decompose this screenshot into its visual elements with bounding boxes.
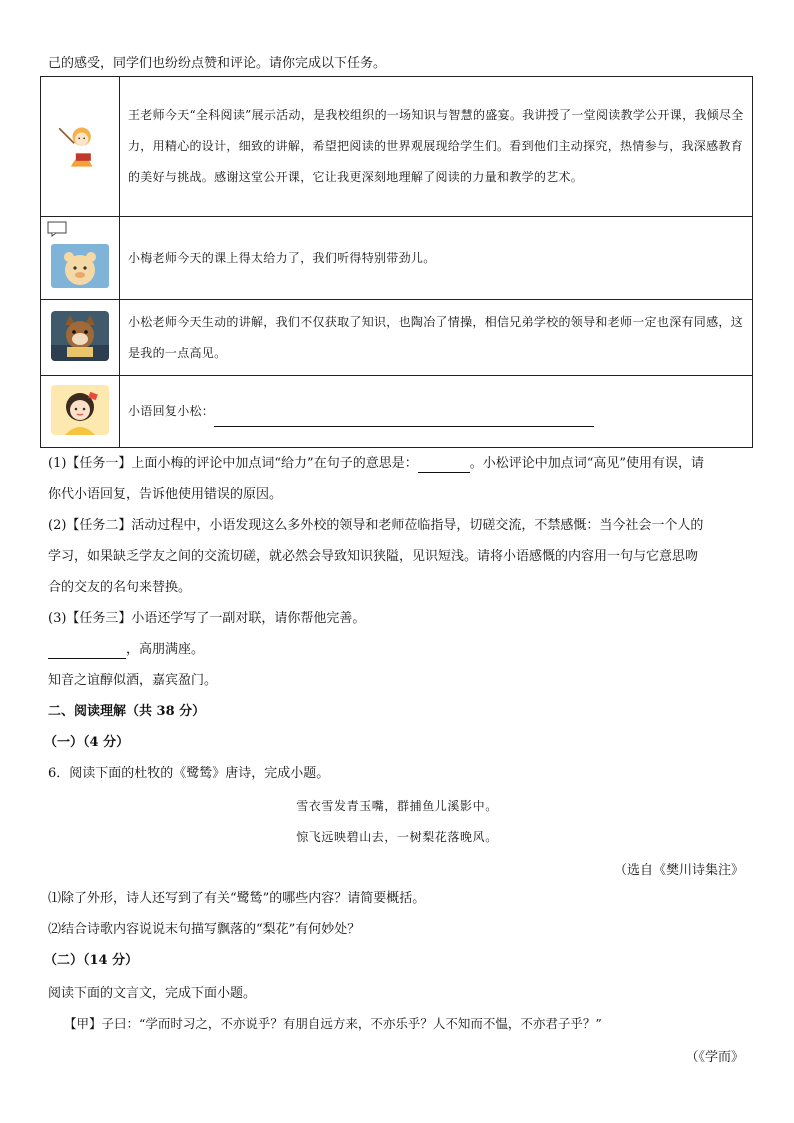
poem-source: （选自《樊川诗集注》 [613,863,744,878]
part1-heading: （一）（4 分） [44,735,130,750]
bear-avatar [51,241,109,291]
question6-1: ⑴除了外形，诗人还写到了有关“鹭鸶”的哪些内容？请简要概括。 [48,891,426,906]
girl-avatar [51,385,109,435]
question6-2: ⑵结合诗歌内容说说末句描写飘落的“梨花”有何妙处？ [48,922,361,937]
section2-heading: 二、阅读理解（共 38 分） [48,704,206,719]
avatar-cell [41,217,120,300]
comment-row-teacher [41,77,753,217]
comment-row-xiaomei [41,217,753,300]
question6: 6．阅读下面的杜牧的《鹭鸶》唐诗，完成小题。 [48,766,330,781]
reply-blank[interactable] [214,412,594,427]
read-instruction: 阅读下面的文言文，完成下面小题。 [48,986,257,1001]
task2-line3: 合的交友的名句来替换。 [48,580,192,595]
teacher-avatar [51,120,109,170]
cat-avatar [51,311,109,361]
couplet-text1: ，高朋满座。 [126,642,205,657]
task2-line2: 学习，如果缺乏学友之间的交流切磋，就必然会导致知识狭隘，见识短浅。请将小语感慨的内容用一句与它意思吻 [48,549,699,564]
comment-table [40,76,753,448]
comment-text-xiaosong: 小松老师今天生动的讲解，我们不仅获取了知识，也陶冶了情操，相信兄弟学校的领导和老师一定也深有同感，这是我的一点高见。 [120,300,753,376]
couplet-blank[interactable] [48,644,126,659]
task1-line1 [48,455,750,473]
task1-line2: 你代小语回复，告诉他使用错误的原因。 [48,487,283,502]
avatar-cell [41,77,120,217]
task1-text-a: (1)【任务一】上面小梅的评论中加点词“给力”在句子的意思是： [48,456,418,471]
reply-cell [120,376,753,448]
comment-row-xiaosong [41,300,753,376]
comment-row-xiaoyu [41,376,753,448]
part2-heading: （二）（14 分） [44,953,139,968]
avatar-cell [41,300,120,376]
passage-jia: 【甲】子曰：“学而时习之，不亦说乎？有朋自远方来，不亦乐乎？人不知而不愠，不亦君子乎？” [64,1016,602,1031]
passage-jia-source: （《学而》 [685,1050,744,1065]
task1-text-b: 。小松评论中加点词“高见”使用有误，请 [469,456,705,471]
couplet-line2: 知音之谊醇似酒，嘉宾盈门。 [48,673,218,688]
task2-line1: (2)【任务二】活动过程中，小语发现这么多外校的领导和老师莅临指导，切磋交流，不禁感慨：当今社会一个人的 [48,518,704,533]
poem-line1: 雪衣雪发青玉嘴，群捕鱼儿溪影中。 [296,799,498,813]
couplet-line1 [48,641,750,659]
reply-label: 小语回复小松： [128,404,215,418]
poem-line2: 惊飞远映碧山去，一树梨花落晚风。 [296,830,498,844]
task3-line1: (3)【任务三】小语还学写了一副对联，请你帮他完善。 [48,611,366,626]
avatar-cell [41,376,120,448]
task1-blank[interactable] [418,458,470,473]
comment-text-xiaomei: 小梅老师今天的课上得太给力了，我们听得特别带劲儿。 [120,217,753,300]
comment-bubble-icon [41,221,119,241]
intro-line: 己的感受，同学们也纷纷点赞和评论。请你完成以下任务。 [48,56,387,71]
comment-text-teacher: 王老师今天“全科阅读”展示活动，是我校组织的一场知识与智慧的盛宴。我讲授了一堂阅读教学公开课，我倾尽全力，用精心的设计，细致的讲解，希望把阅读的世界观展现给学生们。看到他们主动探究，热情参与，我深感教育的美好与挑战。感谢这堂公开课，它让我更深刻地理解了阅读的力量和教学的艺术。 [120,77,753,217]
